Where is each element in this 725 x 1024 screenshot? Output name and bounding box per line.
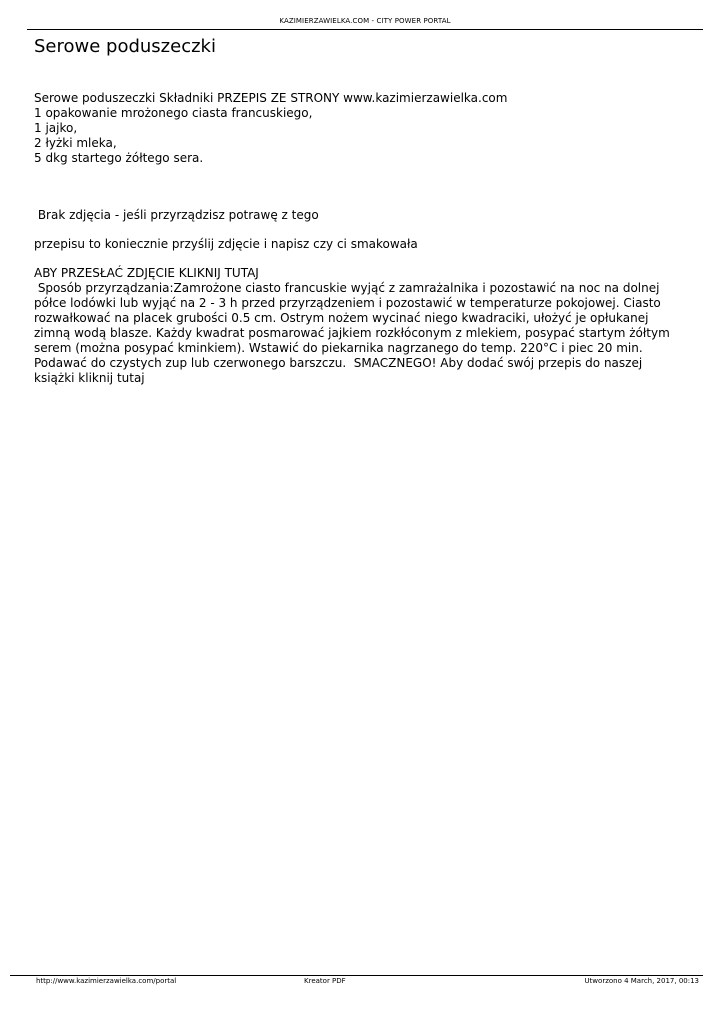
add-recipe-link[interactable]: książki kliknij tutaj (34, 371, 145, 385)
site-header-text: KAZIMIERZAWIELKA.COM - CITY POWER PORTAL (279, 17, 451, 25)
page-title: Serowe poduszeczki (34, 36, 216, 57)
method-block (34, 266, 702, 386)
ingredient-item: 1 opakowanie mrożonego ciasta francuskiego, (34, 106, 313, 120)
ingredient-item: 1 jajko, (34, 121, 78, 135)
method-line: serem (można posypać kminkiem). Wstawić do piekarnika nagrzanego do temp. 220°C i piec 20 min. (34, 341, 643, 355)
method-line: półce lodówki lub wyjąć na 2 - 3 h przed przyrządzeniem i pozostawić w temperaturze pokojowej. Ciasto (34, 296, 661, 310)
upload-photo-link[interactable]: ABY PRZESŁAĆ ZDJĘCIE KLIKNIJ TUTAJ (34, 266, 259, 280)
method-line: Sposób przyrządzania:Zamrożone ciasto francuskie wyjąć z zamrażalnika i pozostawić na noc na dolnej (34, 281, 660, 295)
no-photo-line-1: Brak zdjęcia - jeśli przyrządzisz potrawę z tego (34, 208, 319, 222)
footer-created-date: Utworzono 4 March, 2017, 00:13 (584, 977, 699, 985)
no-photo-line-2: przepisu to koniecznie przyślij zdjęcie i napisz czy ci smakowała (34, 237, 418, 251)
page-header (27, 16, 703, 30)
ingredient-item: 5 dkg startego żółtego sera. (34, 151, 204, 165)
ingredients-block (34, 91, 702, 166)
ingredients-intro: Serowe poduszeczki Składniki PRZEPIS ZE STRONY www.kazimierzawielka.com (34, 91, 508, 105)
ingredient-item: 2 łyżki mleka, (34, 136, 117, 150)
footer-creator: Kreator PDF (304, 977, 346, 985)
method-line: rozwałkować na placek grubości 0.5 cm. Ostrym nożem wycinać niego kwadraciki, ułożyć je opłukanej (34, 311, 649, 325)
method-line: zimną wodą blasze. Każdy kwadrat posmarować jajkiem rozkłóconym z mlekiem, posypać startym żółtym (34, 326, 670, 340)
page-footer (10, 975, 703, 988)
no-photo-note (34, 208, 702, 223)
no-photo-note-continued (34, 237, 702, 252)
footer-url[interactable]: http://www.kazimierzawielka.com/portal (36, 977, 177, 985)
method-line: Podawać do czystych zup lub czerwonego barszczu. SMACZNEGO! Aby dodać swój przepis do naszej (34, 356, 643, 370)
